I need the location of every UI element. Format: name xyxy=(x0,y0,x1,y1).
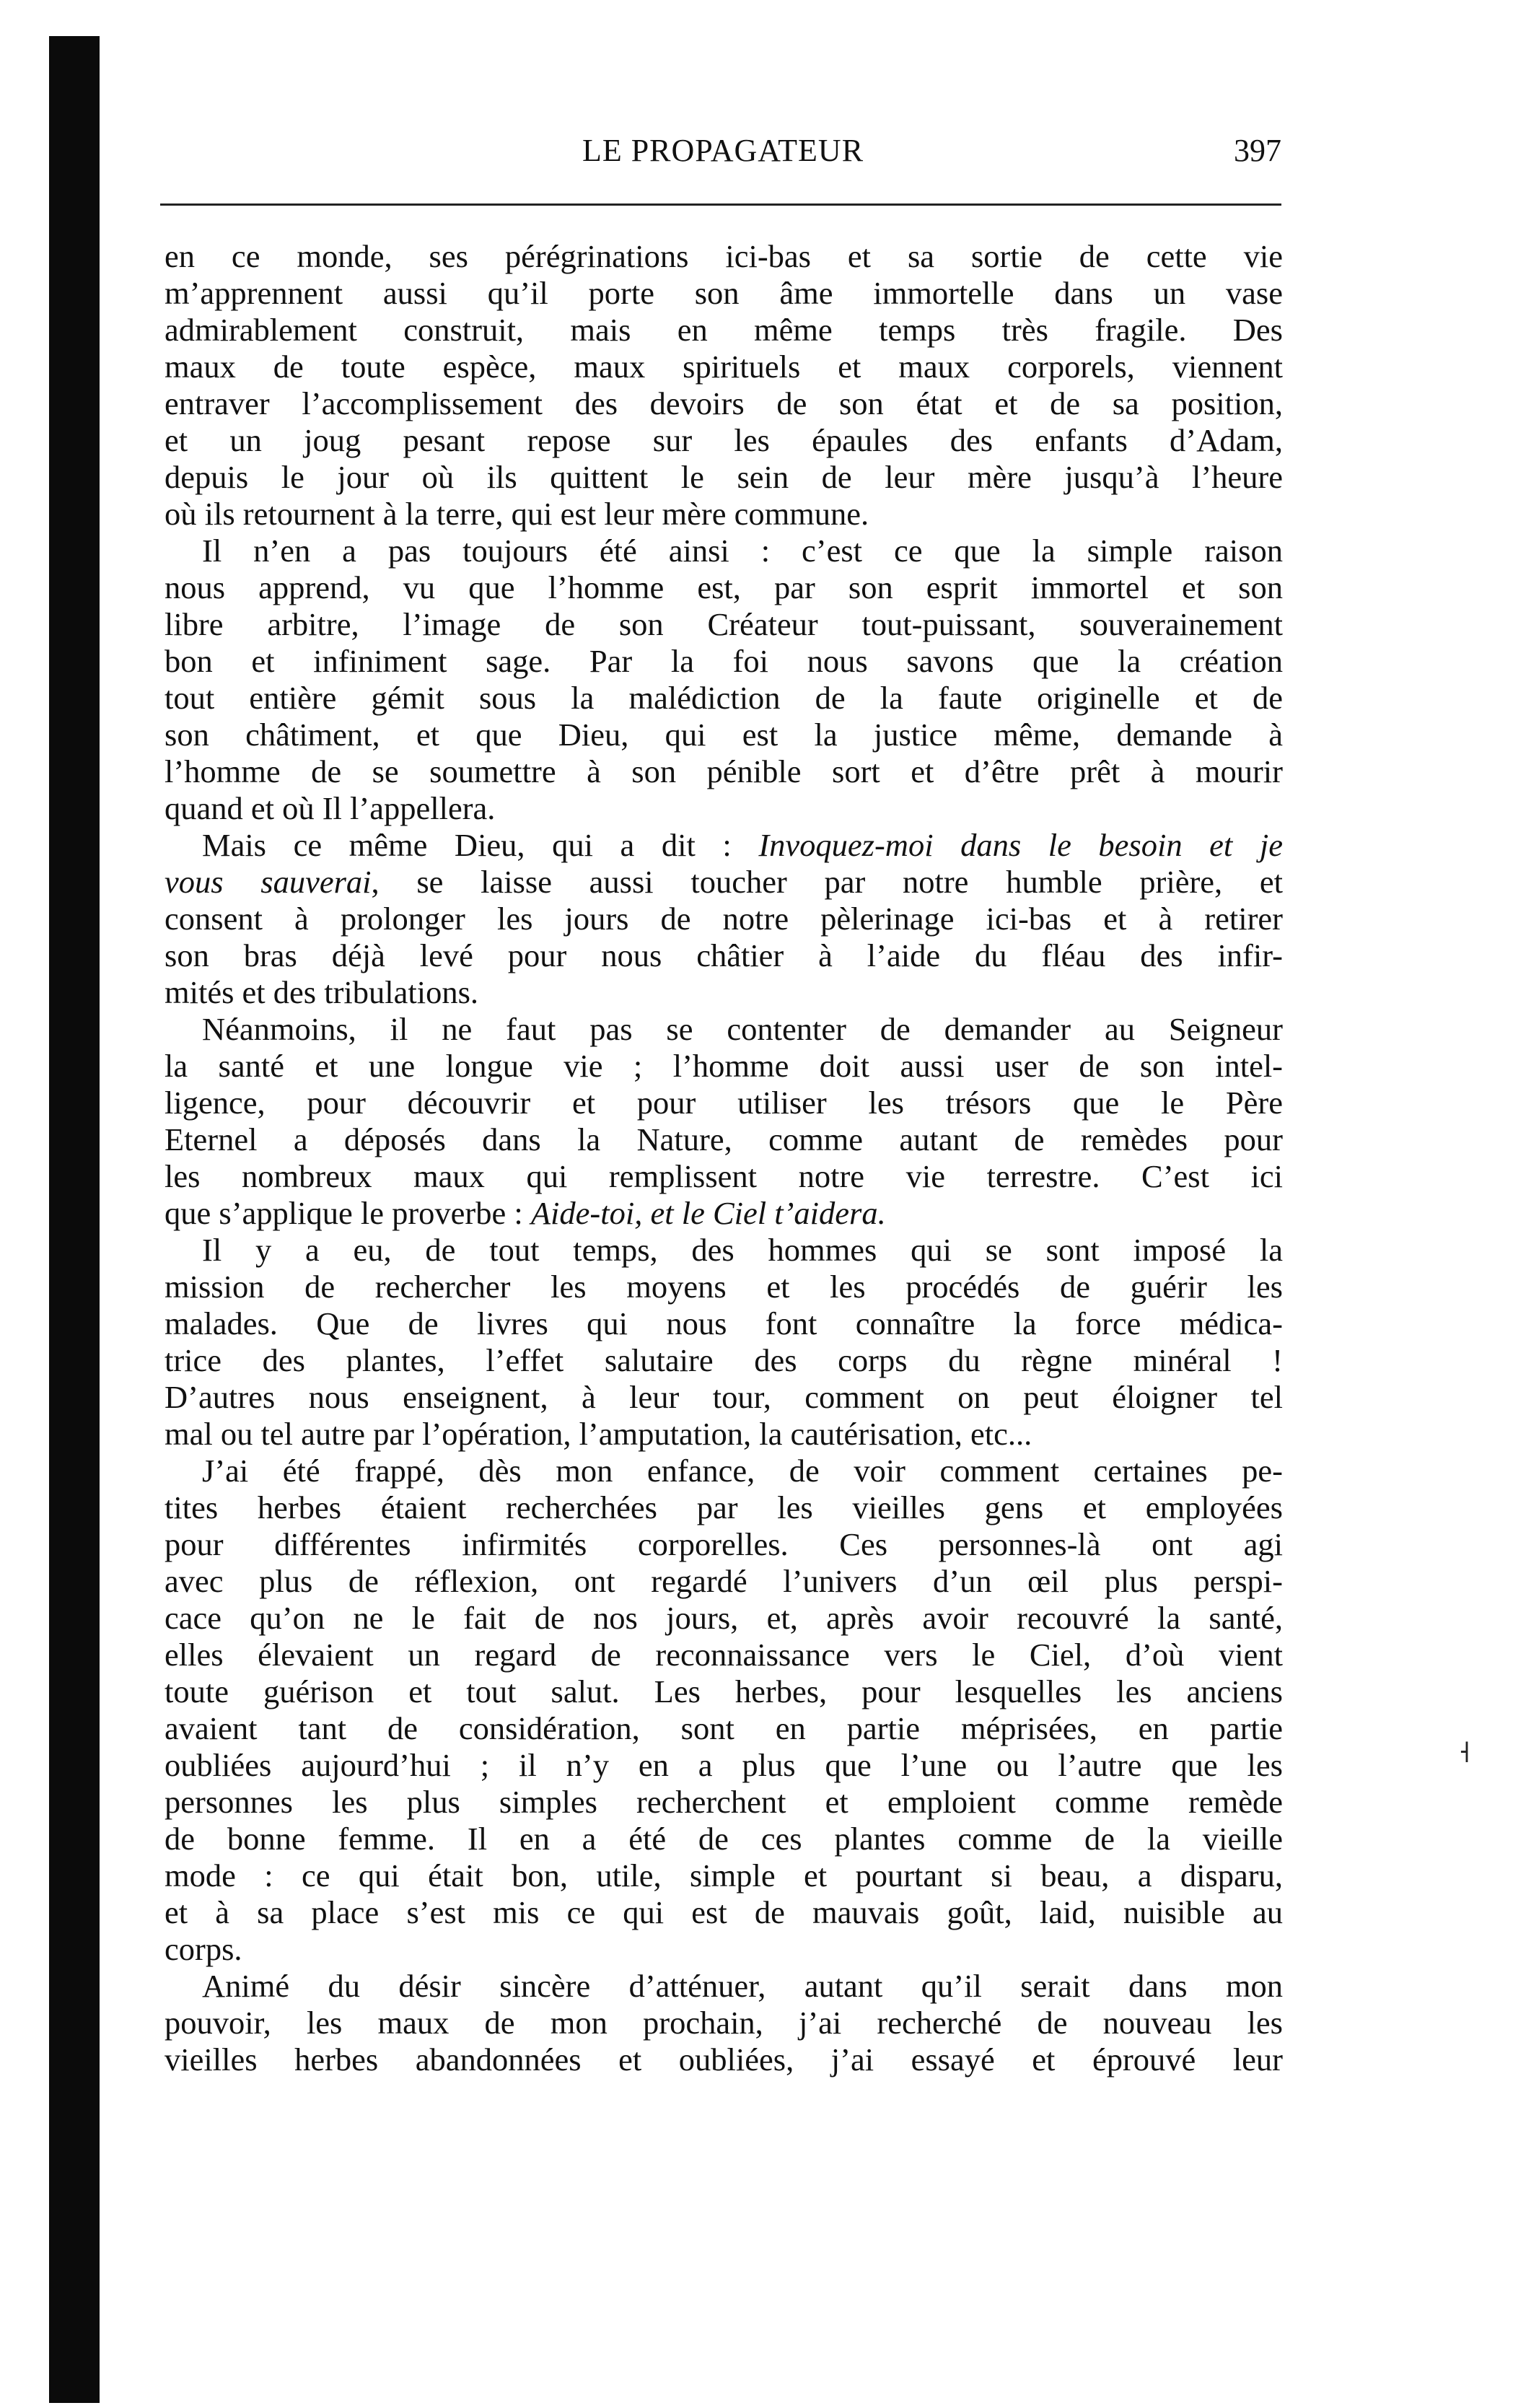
page-header xyxy=(165,126,1281,177)
text-line xyxy=(165,864,1283,901)
italic-quote: vous sauverai xyxy=(165,864,372,900)
book-binding-edge xyxy=(49,36,100,2403)
text-line: avec plus de réflexion, ont regardé l’univers d’un œil plus perspi- xyxy=(165,1563,1283,1599)
scan-speck: ˧ xyxy=(1459,1736,1470,1769)
running-title: LE PROPAGATEUR xyxy=(582,133,864,168)
text-line: libre arbitre, l’image de son Créateur tout-puissant, souverainement xyxy=(165,606,1283,642)
paragraph-start-line: Il n’en a pas toujours été ainsi : c’est ce que la simple raison xyxy=(202,533,1283,569)
text-line: de bonne femme. Il en a été de ces plantes comme de la vieille xyxy=(165,1821,1283,1857)
text-line: corps. xyxy=(165,1931,242,1967)
text-line: Eternel a déposés dans la Nature, comme autant de remèdes pour xyxy=(165,1121,1283,1157)
text-line: ligence, pour découvrir et pour utiliser les trésors que le Père xyxy=(165,1085,1283,1121)
paragraph-start-line: Néanmoins, il ne faut pas se contenter de demander au Seigneur xyxy=(202,1011,1283,1047)
italic-proverb: Aide-toi, et le Ciel t’aidera. xyxy=(530,1195,886,1231)
body-text xyxy=(165,238,1283,2078)
text-line: pouvoir, les maux de mon prochain, j’ai recherché de nouveau les xyxy=(165,2005,1283,2041)
text-line: admirablement construit, mais en même temps très fragile. Des xyxy=(165,312,1283,348)
text-line: consent à prolonger les jours de notre pèlerinage ici-bas et à retirer xyxy=(165,901,1283,937)
text-line: malades. Que de livres qui nous font connaître la force médica- xyxy=(165,1305,1283,1341)
text-line: D’autres nous enseignent, à leur tour, comment on peut éloigner tel xyxy=(165,1379,1283,1415)
text-line: toute guérison et tout salut. Les herbes, pour lesquelles les anciens xyxy=(165,1673,1283,1709)
paragraph-start-line: J’ai été frappé, dès mon enfance, de voir comment certaines pe- xyxy=(202,1453,1283,1489)
text-line: entraver l’accomplissement des devoirs de son état et de sa position, xyxy=(165,385,1283,421)
text-line: mission de rechercher les moyens et les procédés de guérir les xyxy=(165,1269,1283,1305)
text-line: son bras déjà levé pour nous châtier à l’aide du fléau des infir- xyxy=(165,937,1283,973)
text-line: et un joug pesant repose sur les épaules des enfants d’Adam, xyxy=(165,422,1283,458)
text-line: la santé et une longue vie ; l’homme doit aussi user de son intel- xyxy=(165,1048,1283,1084)
text-line: maux de toute espèce, maux spirituels et maux corporels, viennent xyxy=(165,349,1283,385)
text-line: avaient tant de considération, sont en partie méprisées, en partie xyxy=(165,1710,1283,1746)
text-line: vieilles herbes abandonnées et oubliées, j’ai essayé et éprouvé leur xyxy=(165,2041,1283,2078)
text-line: mal ou tel autre par l’opération, l’amputation, la cautérisation, etc... xyxy=(165,1416,1032,1452)
italic-quote: Invoquez-moi dans le besoin et je xyxy=(758,827,1283,863)
text-line: quand et où Il l’appellera. xyxy=(165,790,496,826)
paragraph-start-line xyxy=(165,827,1283,864)
page-number: 397 xyxy=(1234,133,1281,168)
text-line: tout entière gémit sous la malédiction de la faute originelle et de xyxy=(165,680,1283,716)
paragraph-start-line: Il y a eu, de tout temps, des hommes qui se sont imposé la xyxy=(202,1232,1283,1268)
text-line xyxy=(165,1195,1283,1232)
text-line: bon et infiniment sage. Par la foi nous savons que la création xyxy=(165,643,1283,679)
text-line: nous apprend, vu que l’homme est, par son esprit immortel et son xyxy=(165,569,1283,605)
text-line: l’homme de se soumettre à son pénible sort et d’être prêt à mourir xyxy=(165,753,1283,789)
text-line: mités et des tribulations. xyxy=(165,974,479,1010)
header-rule xyxy=(160,203,1281,206)
text-line: trice des plantes, l’effet salutaire des corps du règne minéral ! xyxy=(165,1342,1283,1378)
text-line: personnes les plus simples recherchent et emploient comme remède xyxy=(165,1784,1283,1820)
text-line: elles élevaient un regard de reconnaissance vers le Ciel, d’où vient xyxy=(165,1637,1283,1673)
text-line: pour différentes infirmités corporelles. Ces personnes-là ont agi xyxy=(165,1526,1283,1562)
text-line: et à sa place s’est mis ce qui est de mauvais goût, laid, nuisible au xyxy=(165,1894,1283,1930)
text-line: oubliées aujourd’hui ; il n’y en a plus que l’une ou l’autre que les xyxy=(165,1747,1283,1783)
text-run: , se laisse aussi toucher par notre humble prière, et xyxy=(371,864,1283,900)
text-line: où ils retournent à la terre, qui est leur mère commune. xyxy=(165,496,869,532)
text-line: m’apprennent aussi qu’il porte son âme immortelle dans un vase xyxy=(165,275,1283,311)
text-line: tites herbes étaient recherchées par les vieilles gens et employées xyxy=(165,1489,1283,1525)
text-line: son châtiment, et que Dieu, qui est la justice même, demande à xyxy=(165,717,1283,753)
text-run: que s’applique le proverbe : xyxy=(165,1195,531,1231)
text-run: Mais ce même Dieu, qui a dit : xyxy=(202,827,759,863)
paragraph-start-line: Animé du désir sincère d’atténuer, autant qu’il serait dans mon xyxy=(202,1968,1283,2004)
text-line: depuis le jour où ils quittent le sein de leur mère jusqu’à l’heure xyxy=(165,459,1283,495)
text-line: les nombreux maux qui remplissent notre vie terrestre. C’est ici xyxy=(165,1158,1283,1194)
text-line: mode : ce qui était bon, utile, simple et pourtant si beau, a disparu, xyxy=(165,1857,1283,1893)
text-line: en ce monde, ses pérégrinations ici-bas et sa sortie de cette vie xyxy=(165,238,1283,274)
text-line: cace qu’on ne le fait de nos jours, et, après avoir recouvré la santé, xyxy=(165,1600,1283,1636)
